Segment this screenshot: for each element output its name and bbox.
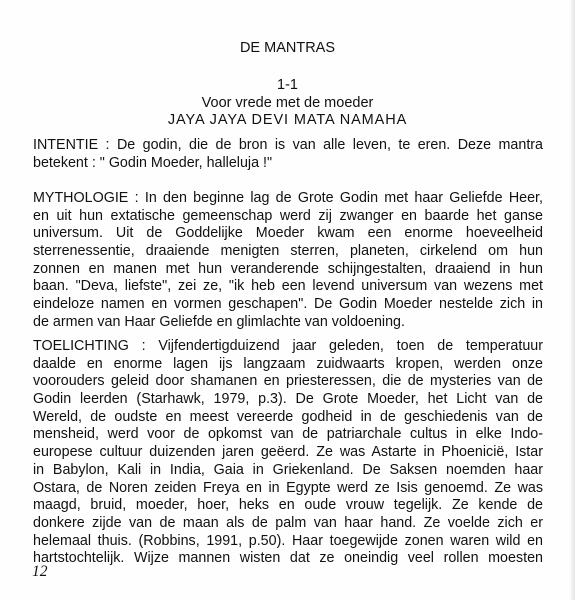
mantra-subtitle: Voor vrede met de moeder bbox=[201, 95, 374, 111]
text-line: universum. Uit de Goddelijke Moeder kwam een enorme hoeveelheid bbox=[33, 225, 543, 242]
text-line: daalde en enorme lagen ijs langzaam zuidwaarts kropen, werden onze bbox=[33, 355, 543, 372]
paragraph-intentie bbox=[33, 137, 543, 172]
text-line: baan. "Deva, liefste", zei ze, "ik heb een levend universum van wezens met bbox=[33, 278, 543, 295]
text-line: MYTHOLOGIE : In den beginne lag de Grote Godin met haar Geliefde Heer, bbox=[33, 190, 543, 206]
mantra-number: 1-1 bbox=[277, 77, 298, 93]
text-line: zonnen en manen met hun veranderende schijngestalten, draaiend in hun bbox=[33, 260, 543, 277]
text-line: betekent : " Godin Moeder, halleluja !" bbox=[33, 154, 273, 171]
text-line: Godin leerden (Starhawk, 1979, p.3). De Grote Moeder, het Licht van de bbox=[33, 391, 543, 408]
paragraph-toelichting bbox=[33, 338, 543, 568]
text-line: Wereld, de oudste en meest vereerde godheid in de geschiedenis van de bbox=[33, 408, 543, 425]
mantra-text: JAYA JAYA DEVI MATA NAMAHA bbox=[167, 112, 408, 128]
text-line: maagd, bruid, moeder, hoer, heks en oude vrouw tegelijk. Ze kende de bbox=[33, 497, 543, 514]
text-line: Ostara, de Noren zeiden Freya en in Egypte werd ze Isis genoemd. Ze was bbox=[33, 479, 543, 496]
page-title: DE MANTRAS bbox=[239, 40, 336, 56]
text-line: en uit hun extatische gemeenschap werd zij zwanger en baarde het ganse bbox=[33, 207, 543, 224]
text-line: europese cultuur duizenden jaren geëerd. Ze was Astarte in Phoenicië, Istar bbox=[33, 444, 543, 461]
text-line: mensheid, werd voor de opkomst van de patriarchale cultus in elke Indo- bbox=[33, 426, 543, 443]
text-line: donkere zijde van de maan als de palm van haar hand. Ze voelde zich er bbox=[33, 514, 543, 531]
paragraph-mythologie bbox=[33, 190, 543, 332]
text-line: TOELICHTING : Vijfendertigduizend jaar geleden, toen de temperatuur bbox=[33, 338, 543, 354]
text-line: de armen van Haar Geliefde en glimlachte van voldoening. bbox=[33, 313, 405, 330]
text-line: in Babylon, Kali in India, Gaia in Griekenland. De Saksen noemden haar bbox=[33, 461, 543, 478]
text-line: sterrenessentie, draaiende menigten sterren, planeten, cirkelend om hun bbox=[33, 243, 543, 260]
text-line: helemaal thuis. (Robbins, 1991, p.50). Haar toegewijde zonen waren wild en bbox=[33, 532, 543, 549]
text-line: hartstochtelijk. Wijze mannen wisten dat ze oneindig veel rollen moesten bbox=[33, 550, 543, 567]
page-number: 12 bbox=[32, 563, 48, 580]
text-line: voorouders geleid door shamanen en priesteressen, die de mysteries van de bbox=[33, 373, 543, 390]
text-line: INTENTIE : De godin, die de bron is van alle leven, te eren. Deze mantra bbox=[33, 137, 543, 153]
text-line: eindeloze namen en vormen geschapen". De Godin Moeder nestelde zich in bbox=[33, 296, 543, 313]
